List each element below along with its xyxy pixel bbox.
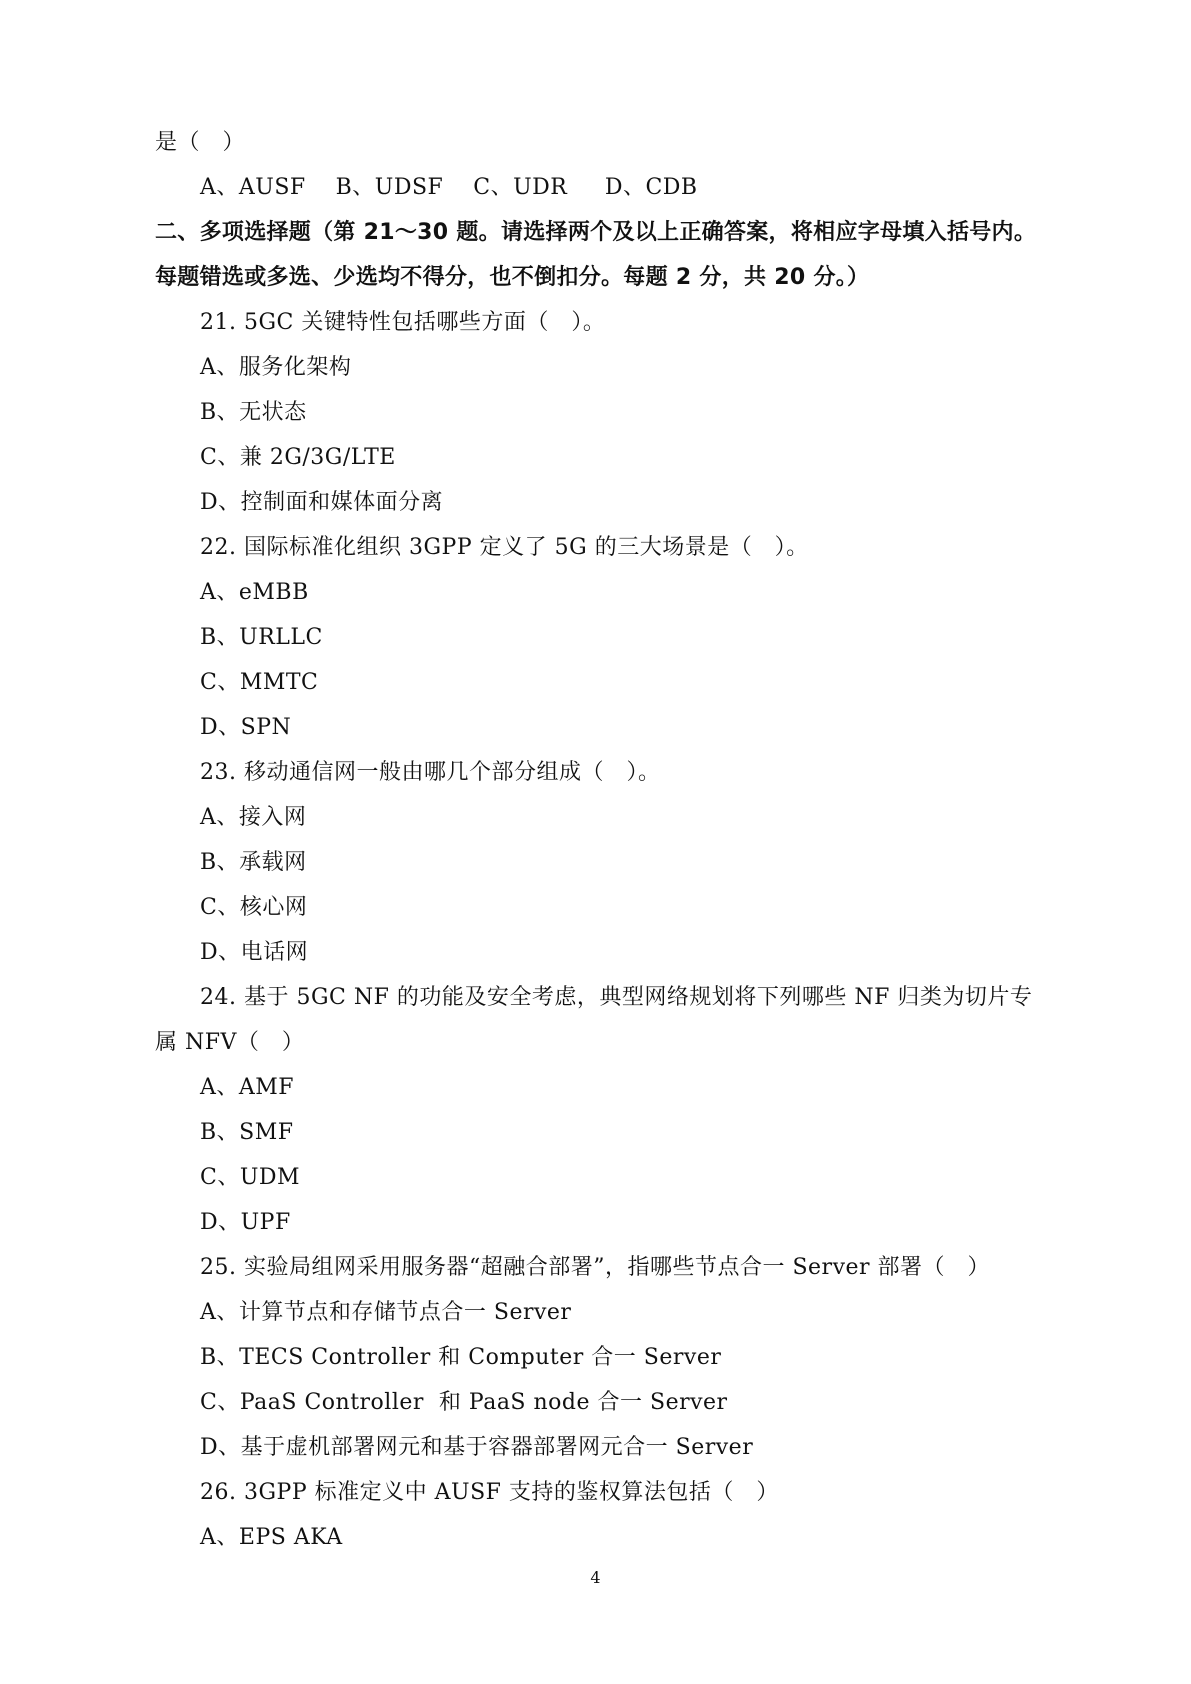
question-22-option-b: B、URLLC — [200, 625, 323, 650]
question-21: 21. 5GC 关键特性包括哪些方面（ ）。 — [200, 310, 606, 335]
question-23-option-b: B、承载网 — [200, 850, 307, 875]
question-23-option-c: C、核心网 — [200, 895, 308, 920]
question-24-option-d: D、UPF — [200, 1210, 291, 1235]
question-25-option-b: B、TECS Controller 和 Computer 合一 Server — [200, 1345, 722, 1370]
section-heading-multiple-choice: 二、多项选择题（第 21～30 题。请选择两个及以上正确答案，将相应字母填入括号内。 — [155, 220, 1037, 245]
question-22: 22. 国际标准化组织 3GPP 定义了 5G 的三大场景是（ ）。 — [200, 535, 809, 560]
question-21-option-d: D、控制面和媒体面分离 — [200, 490, 444, 515]
question-23: 23. 移动通信网一般由哪几个部分组成（ ）。 — [200, 760, 661, 785]
question-23-option-d: D、电话网 — [200, 940, 309, 965]
question-25-option-a: A、计算节点和存储节点合一 Server — [200, 1300, 572, 1325]
question-21-option-a: A、服务化架构 — [200, 355, 352, 380]
question-22-option-d: D、SPN — [200, 715, 292, 740]
question-25: 25. 实验局组网采用服务器“超融合部署”，指哪些节点合一 Server 部署（ ） — [200, 1255, 991, 1280]
question-22-option-a: A、eMBB — [200, 580, 309, 605]
question-25-option-c: C、PaaS Controller 和 PaaS node 合一 Server — [200, 1390, 728, 1415]
question-20-continuation: 是（ ） — [155, 130, 245, 155]
question-24-option-a: A、AMF — [200, 1075, 295, 1100]
question-24-option-b: B、SMF — [200, 1120, 294, 1145]
question-26: 26. 3GPP 标准定义中 AUSF 支持的鉴权算法包括（ ） — [200, 1480, 779, 1505]
question-24-option-c: C、UDM — [200, 1165, 301, 1190]
question-21-option-c: C、兼 2G/3G/LTE — [200, 445, 396, 470]
question-23-option-a: A、接入网 — [200, 805, 307, 830]
question-24: 24. 基于 5GC NF 的功能及安全考虑，典型网络规划将下列哪些 NF 归类为切片专 — [200, 985, 1033, 1010]
question-20-options: A、AUSF B、UDSF C、UDR D、CDB — [200, 175, 698, 200]
section-instructions: 每题错选或多选、少选均不得分，也不倒扣分。每题 2 分，共 20 分。） — [155, 265, 870, 290]
question-22-option-c: C、MMTC — [200, 670, 319, 695]
question-25-option-d: D、基于虚机部署网元和基于容器部署网元合一 Server — [200, 1435, 754, 1460]
question-21-option-b: B、无状态 — [200, 400, 307, 425]
question-24-continuation: 属 NFV（ ） — [155, 1030, 305, 1055]
page-number: 4 — [590, 1568, 601, 1587]
question-26-option-a: A、EPS AKA — [200, 1525, 343, 1550]
